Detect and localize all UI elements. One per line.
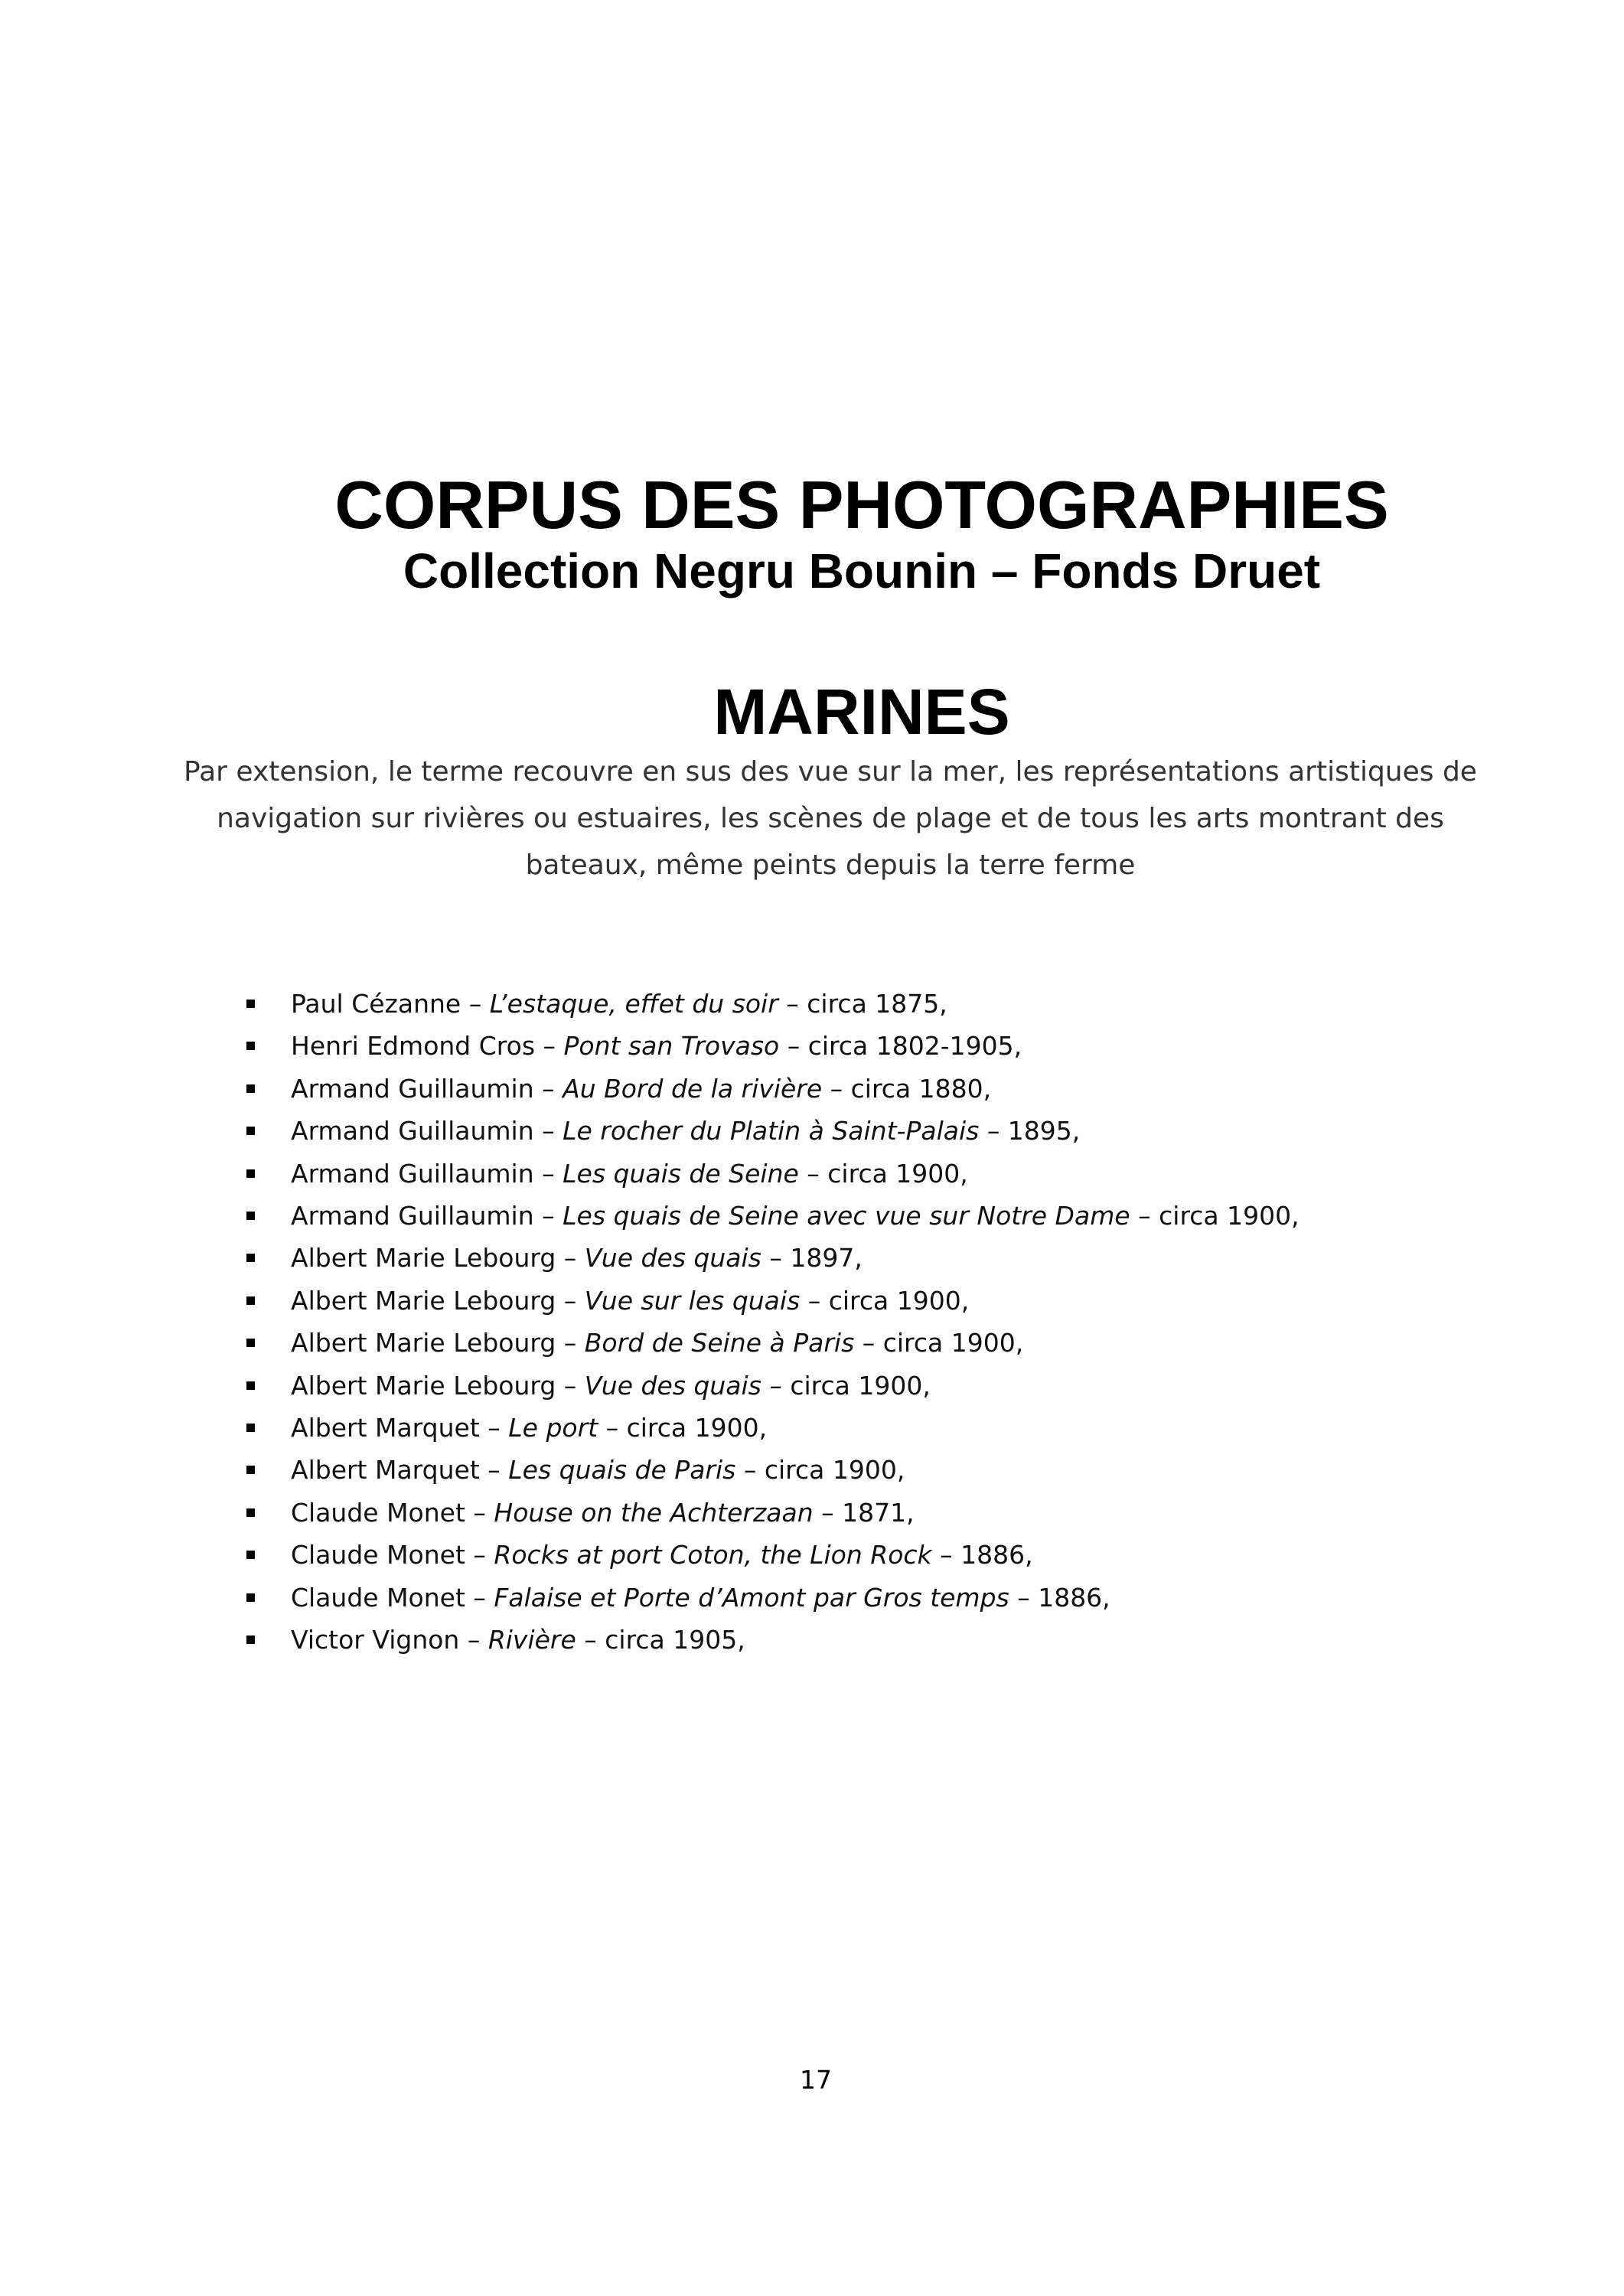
square-bullet-icon (246, 1593, 255, 1602)
artwork-title: Pont san Trovaso (563, 1031, 780, 1062)
artist-name: Albert Marie Lebourg – (291, 1370, 585, 1401)
square-bullet-icon (246, 1424, 255, 1432)
list-item (243, 1237, 1300, 1279)
artwork-title: Les quais de Seine avec vue sur Notre Dame (563, 1201, 1130, 1231)
page-number: 17 (800, 2065, 832, 2095)
artist-name: Albert Marie Lebourg – (291, 1285, 585, 1316)
artwork-title: Vue sur les quais (584, 1285, 801, 1316)
list-item (243, 1153, 1300, 1195)
artwork-title: L’estaque, effet du soir (489, 989, 778, 1019)
square-bullet-icon (246, 1000, 255, 1008)
artwork-date: – circa 1802-1905, (779, 1031, 1022, 1062)
square-bullet-icon (246, 1212, 255, 1220)
artwork-date: – circa 1900, (798, 1158, 968, 1189)
square-bullet-icon (246, 1127, 255, 1135)
artwork-date: – circa 1880, (822, 1073, 992, 1104)
artwork-date: – 1886, (931, 1540, 1033, 1570)
artwork-date: – 1886, (1009, 1582, 1110, 1613)
square-bullet-icon (246, 1254, 255, 1262)
artwork-date: – 1897, (761, 1243, 863, 1274)
list-item (243, 1195, 1300, 1237)
artwork-title: Bord de Seine à Paris (584, 1328, 855, 1358)
list-item (243, 1365, 1300, 1407)
list-item (243, 983, 1300, 1025)
artwork-list (243, 983, 1300, 1662)
document-title: CORPUS DES PHOTOGRAPHIES (334, 467, 1389, 543)
section-intro: Par extension, le terme recouvre en sus des vue sur la mer, les représentations artistiques de navigation sur rivières ou estuaires, les scènes de plage et de tous les arts montrant des bateaux, même peints depuis la terre ferme (184, 756, 1477, 881)
artist-name: Albert Marquet – (291, 1413, 509, 1443)
artwork-title: Au Bord de la rivière (563, 1073, 823, 1104)
square-bullet-icon (246, 1636, 255, 1644)
artwork-title: Vue des quais (584, 1370, 761, 1401)
artwork-date: – circa 1905, (576, 1625, 745, 1655)
document-subtitle: Collection Negru Bounin – Fonds Druet (403, 543, 1321, 598)
artwork-title: Le port (508, 1413, 598, 1443)
artwork-title: Rivière (488, 1625, 576, 1655)
artist-name: Paul Cézanne – (291, 989, 490, 1019)
artwork-title: Les quais de Paris (508, 1455, 736, 1486)
artwork-date: – 1871, (813, 1497, 915, 1528)
artwork-date: – circa 1900, (1130, 1201, 1300, 1231)
list-item (243, 1025, 1300, 1067)
list-item (243, 1492, 1300, 1534)
square-bullet-icon (246, 1296, 255, 1305)
square-bullet-icon (246, 1508, 255, 1517)
list-item (243, 1068, 1300, 1110)
artwork-title: Vue des quais (584, 1243, 761, 1274)
list-item (243, 1110, 1300, 1152)
square-bullet-icon (246, 1551, 255, 1559)
square-bullet-icon (246, 1381, 255, 1390)
artwork-date: – circa 1900, (598, 1413, 768, 1443)
list-item (243, 1577, 1300, 1619)
list-item (243, 1407, 1300, 1449)
artist-name: Claude Monet – (291, 1497, 494, 1528)
artwork-title: Rocks at port Coton, the Lion Rock (494, 1540, 932, 1570)
list-item (243, 1534, 1300, 1576)
artwork-date: – circa 1875, (778, 989, 947, 1019)
section-title: MARINES (713, 676, 1010, 748)
artist-name: Victor Vignon – (291, 1625, 488, 1655)
artist-name: Claude Monet – (291, 1540, 494, 1570)
square-bullet-icon (246, 1169, 255, 1178)
artist-name: Albert Marie Lebourg – (291, 1243, 585, 1274)
square-bullet-icon (246, 1084, 255, 1093)
artist-name: Albert Marie Lebourg – (291, 1328, 585, 1358)
artwork-title: House on the Achterzaan (494, 1497, 814, 1528)
artwork-date: – circa 1900, (735, 1455, 905, 1486)
artist-name: Albert Marquet – (291, 1455, 509, 1486)
square-bullet-icon (246, 1339, 255, 1347)
artwork-date: – circa 1900, (800, 1285, 970, 1316)
square-bullet-icon (246, 1466, 255, 1474)
artist-name: Armand Guillaumin – (291, 1158, 563, 1189)
artwork-title: Falaise et Porte d’Amont par Gros temps (494, 1582, 1009, 1613)
artwork-title: Les quais de Seine (563, 1158, 799, 1189)
list-item (243, 1322, 1300, 1364)
list-item (243, 1280, 1300, 1322)
artist-name: Claude Monet – (291, 1582, 494, 1613)
square-bullet-icon (246, 1042, 255, 1050)
artwork-title: Le rocher du Platin à Saint-Palais (563, 1116, 980, 1146)
artist-name: Henri Edmond Cros – (291, 1031, 564, 1062)
artwork-date: – circa 1900, (854, 1328, 1024, 1358)
artist-name: Armand Guillaumin – (291, 1116, 563, 1146)
list-item (243, 1619, 1300, 1661)
list-item (243, 1449, 1300, 1491)
artwork-date: – 1895, (979, 1116, 1081, 1146)
artist-name: Armand Guillaumin – (291, 1073, 563, 1104)
artwork-date: – circa 1900, (761, 1370, 931, 1401)
artist-name: Armand Guillaumin – (291, 1201, 563, 1231)
